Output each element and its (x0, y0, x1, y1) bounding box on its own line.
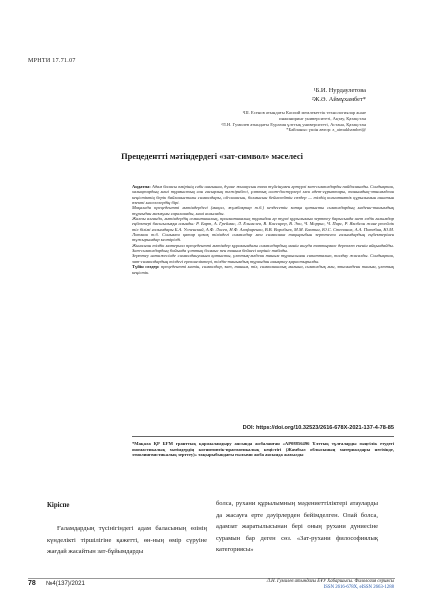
intro-heading: Кіріспе (47, 502, 70, 509)
abstract-paragraph: Жиналған тілдік материал прецедентті мәтіндер құрамындағы символдардың мәнін ашуда таптырмас дереккөз екенін айқындайды. Зат-символдардың бойында ұлттық болмыс пен таным бейнесі көрініс табады. (132, 242, 394, 254)
keywords-paragraph (132, 264, 394, 275)
abstract-block (132, 184, 394, 275)
abstract-label: Аңдатпа: (132, 184, 151, 189)
affiliation-block (221, 110, 366, 133)
affiliation-line: ²Л.Н. Гумилев атындағы Еуразия ұлттық университеті, Астана, Қазақстан (221, 121, 366, 127)
abstract-paragraph (132, 184, 394, 205)
journal-info (267, 579, 394, 591)
body-column-left: Ғаламдардың түсінігіндегі адам баласының өзінің күнделікті тіршілігіне қажетті, өн-ның өмір сүруіне жағдай жасайтын зат-бұйымдарды (47, 525, 207, 555)
corresponding-author-line: *Байланыс үшін автор: z_aimukhambet@ (286, 127, 366, 133)
divider (132, 436, 394, 437)
doi-link[interactable]: DOI: https://doi.org/10.32523/2616-678X-2021-137-4-78-85 (242, 425, 394, 431)
abstract-text: Адам баласы өмірінің сәби шағынан, дүние жинаусын таза түйсінумен әртүрлі зат-символдарды пайдаланады. Сондықтан, халықтардың мәні тұрмыстың сан ғасырлық тәжірибесі, ұлттық салт-дәстүрлері мен әдет-ғұрыптары, танымдық-этномәдени кеңістіктің берік байланыстағы символдары, ой-санасын, болмысын бейнелейтін сөздер — тілдің когнитивтік құрылымын ашатын өзекті мәселелердің бірі. (132, 184, 395, 206)
abstract-paragraph: Зерттеу нәтижесінде символданушыға қатысты, ұлттық-мәдени таным тұрғысынан сипатталып, талдау жасалды. Сондықтан, зат-символдардың тілдегі ерекшеліктері, тілдік-танымдық тұрғыдан анықтау қарастырылды. (132, 253, 394, 264)
mrnti-code: МРНТИ 17.71.07 (28, 58, 76, 64)
journal-issn: ISSN 2616-678X, eISSN 2663-1288 (323, 585, 394, 591)
page-number: 78 (28, 580, 36, 587)
keywords-text: прецедентті мәтін, символдар, зат, таным, тіл, символикалық мағына, символдық мән, этномәдени таным, ұлттық кеңістік. (132, 264, 395, 275)
grant-note: *Мақала ҚР БҒМ гранттық қаржыландыру аясында жобаланған «АР08856496 Ұлттық тұлғаларды мәңгілік етудегі ономастикалық мәтіндердің когнитивтік-прагматикалық кеңістігі (Жамбыл облысының материалдары негізінде, этнолингвистикалық зерттеу)» тақырыбындағы ғылыми жоба аясында жазылды (132, 441, 394, 458)
keywords-label: Түйін сөздер: (132, 264, 160, 270)
affiliation-line: ¹Ш. Есенов атындағы Каспий мемлекеттік технологиялар және (242, 110, 366, 115)
author-block (312, 87, 366, 104)
author-name: ²Ж.Ә. Аймұхамбет* (311, 95, 366, 103)
issue-number: №4(137)/2021 (46, 581, 85, 587)
article-title: Прецедентті мәтіндердегі «зат-символ» мәселесі (121, 152, 303, 161)
journal-title: Л.Н. Гумилев атындағы ЕҰУ Хабаршысы. Филология сериясы (266, 579, 394, 584)
author-name: ¹Б.И. Нурдаулетова (313, 87, 366, 94)
abstract-paragraph: Жалпы алғанда, мәтіндердің семантикалық, прагматикалық тұрғыдан әр түрлі құрылымын зерттеу барысында шет елдік ғалымдар еңбектері басшылыққа алынды: Р. Барт, А. Греймас, Л. Ельмслев, В. Кассирер, В. Эко, Ч. Моррис, Ч. Пирс, Р. Якобсон және ресейлік тіл білімі ғалымдары Б.А. Успенский, А.Ф. Лосев, Н.Ф. Алефиренко, В.В. Воробьев, М.М. Бахтин, Ю.С. Степанов, А.А. Потебня, Ю.М. Лотман т.б. Сонымен қатар қазақ тіліндегі символдар мен символика тақырыбын зерттеген ғалымдардың еңбектерінен тұжырымдар келтірілді. (132, 216, 394, 243)
body-column-right: болса, рухани құрылымның мәдениеттіліктері атауларды да жасауға ерте дәуірлерден бейімделген. Олай болса, адамзат жаратылысынан бері оның рухани дүниесіне сурамын бар деген сөз. «Зат-рухани философиялық категориясы» (216, 500, 378, 553)
abstract-paragraph: Мақалада прецедентті мәтіндердегі (мақал, жұмбақтар т.б.) кездесетін затқа қатысты символдардың мәдени-танымдық тұрғыдан мазмұны сараланады, мәні ашылады. (132, 205, 394, 216)
affiliation-line: инжиниринг университеті, Ақтау, Қазақстан (279, 115, 366, 121)
